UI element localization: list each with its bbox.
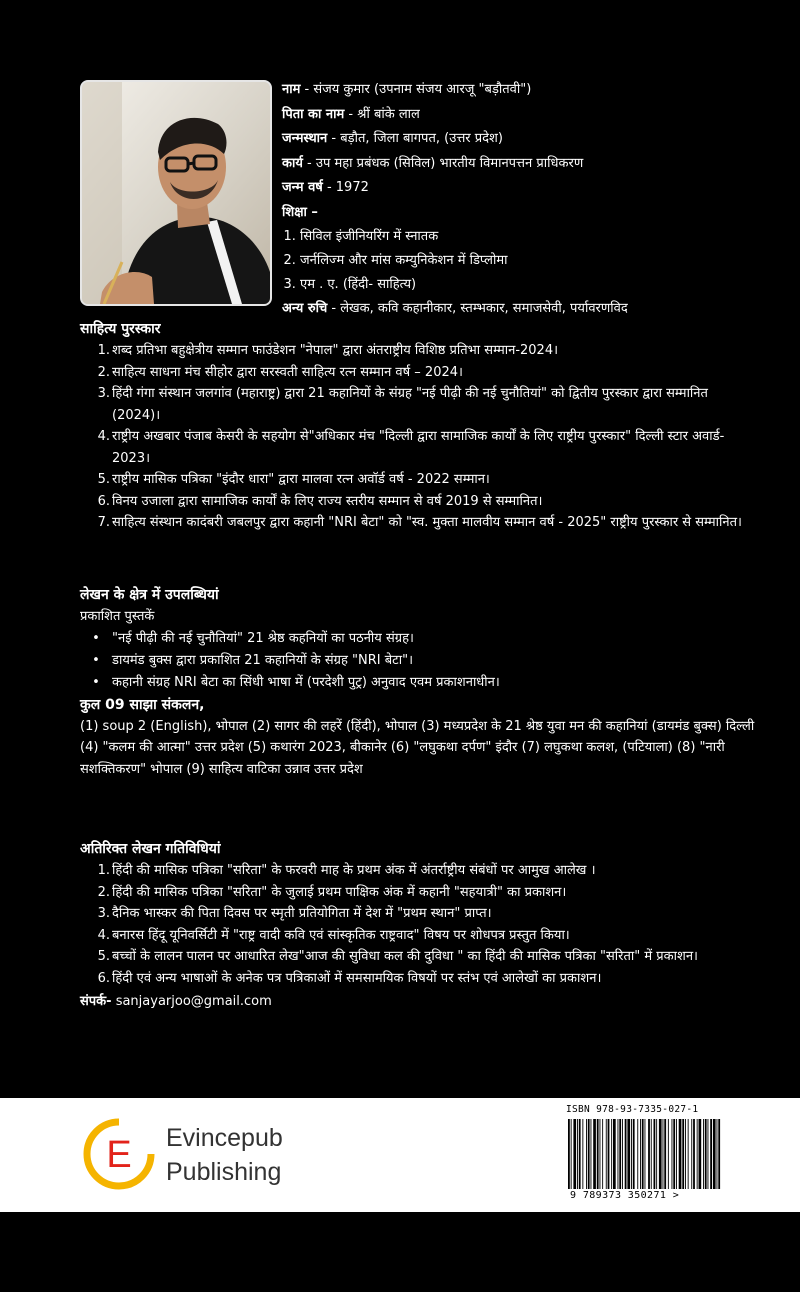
barcode-bar — [718, 1119, 720, 1189]
barcode-bar — [648, 1119, 650, 1189]
barcode-bar — [691, 1119, 692, 1189]
isbn-top-text: ISBN 978-93-7335-027-1 — [566, 1104, 699, 1115]
barcode-bar — [618, 1119, 619, 1189]
achievements-title: लेखन के क्षेत्र में उपलब्धियां — [80, 587, 219, 603]
barcode-bar — [627, 1119, 630, 1189]
education-item: 2. जर्नलिज्म और मांस कम्युनिकेशन में डिप्लोमा — [300, 249, 792, 273]
barcode-bar — [651, 1119, 652, 1189]
award-item — [80, 469, 760, 491]
barcode-bar — [705, 1119, 707, 1189]
barcode-bar — [597, 1119, 599, 1189]
bio-birthyear-row — [282, 176, 792, 201]
barcode-bar — [637, 1119, 638, 1189]
bullet-icon: • — [92, 630, 100, 646]
barcode-bar — [640, 1119, 641, 1189]
barcode-bar — [682, 1119, 684, 1189]
barcode-bar — [685, 1119, 686, 1189]
award-number: 4. — [97, 429, 110, 444]
barcode-bar — [613, 1119, 616, 1189]
award-number: 1. — [97, 343, 110, 358]
birthyear-label: जन्म वर्ष — [282, 180, 323, 195]
award-item — [80, 512, 760, 534]
author-photo — [80, 80, 272, 306]
activity-text: हिंदी की मासिक पत्रिका "सरिता" के जुलाई प्रथम पाक्षिक अंक में कहानी "सहयात्री" का प्रकाशन। — [112, 884, 567, 900]
name-value: - संजय कुमार (उपनाम संजय आरजू "बड़ौतवी") — [300, 82, 532, 97]
activity-text: बच्चों के लालन पालन पर आधारित लेख"आज की सुविधा कल की दुविधा " का हिंदी की मासिक पत्रिका "सरिता" में प्रकाशन। — [112, 949, 698, 964]
activity-number: 6. — [97, 970, 110, 986]
isbn-bottom-text: 9 789373 350271 > — [570, 1190, 680, 1201]
author-photo-illustration — [82, 82, 270, 304]
barcode-bar — [586, 1119, 587, 1189]
award-number: 7. — [97, 515, 110, 530]
contact-label: संपर्क- — [80, 994, 112, 1009]
award-item — [80, 340, 760, 362]
activity-number: 4. — [97, 927, 110, 943]
barcode-bar — [588, 1119, 590, 1189]
awards-list — [80, 340, 760, 534]
award-text: राष्ट्रीय अखबार पंजाब केसरी के सहयोग से"अधिकार मंच "दिल्ली द्वारा सामाजिक कार्यों के लिए राष्ट्रीय पुरस्कार" दिल्ली स्टार अवार्ड- 2023। — [112, 429, 725, 466]
activity-item — [80, 925, 760, 947]
bio-education-row — [282, 201, 792, 226]
barcode-bar — [668, 1119, 669, 1189]
barcode-bar — [622, 1119, 623, 1189]
barcode-bar — [582, 1119, 583, 1189]
achievements-section — [80, 584, 760, 780]
activity-item — [80, 903, 760, 925]
interests-value: - लेखक, कवि कहानीकार, स्तम्भकार, समाजसेवी, पर्यावरणविद — [327, 301, 628, 316]
barcode-bar — [645, 1119, 646, 1189]
activity-text: दैनिक भास्कर की पिता दिवस पर स्मृती प्रतियोगिता में देश में "प्रथम स्थान" प्राप्त। — [112, 906, 492, 921]
barcode-bar — [656, 1119, 657, 1189]
award-text: साहित्य साधना मंच सीहोर द्वारा सरस्वती साहित्य रत्न सम्मान वर्ष – 2024। — [112, 364, 463, 380]
award-text: साहित्य संस्थान कादंबरी जबलपुर द्वारा कहानी "NRI बेटा" को "स्व. मुक्ता मालवीय सम्मान वर्ष - 2025" राष्ट्रीय पुरस्कार से सम्मानित। — [112, 515, 742, 530]
isbn-barcode — [566, 1119, 726, 1189]
award-number: 6. — [97, 493, 110, 509]
book-text: "नई पीढ़ी की नई चुनौतियां" 21 श्रेष्ठ कहनियों का पठनीय संग्रह। — [112, 630, 414, 646]
activity-number: 3. — [97, 906, 110, 921]
activity-number: 2. — [97, 884, 110, 900]
barcode-bar — [573, 1119, 576, 1189]
award-text: शब्द प्रतिभा बहुक्षेत्रीय सम्मान फाउंडेशन "नेपाल" द्वारा अंतराष्ट्रीय विशिष्ठ प्रतिभा सम्मान-2024। — [112, 343, 559, 358]
barcode-bar — [693, 1119, 695, 1189]
book-text: डायमंड बुक्स द्वारा प्रकाशित 21 कहानियों के संग्रह "NRI बेटा"। — [112, 652, 414, 668]
barcode-bar — [717, 1119, 718, 1189]
award-item — [80, 383, 760, 426]
father-label: पिता का नाम — [282, 106, 345, 122]
education-list — [282, 225, 792, 297]
barcode-bar — [710, 1119, 712, 1189]
barcode-bar — [679, 1119, 682, 1189]
activity-text: हिंदी एवं अन्य भाषाओं के अनेक पत्र पत्रिकाओं में समसामयिक विषयों पर स्तंभ एवं आलेखों का प्रकाशन। — [112, 970, 602, 986]
activity-number: 1. — [97, 863, 110, 878]
barcode-bar — [676, 1119, 677, 1189]
award-item — [80, 426, 760, 469]
barcode-bar — [631, 1119, 632, 1189]
barcode-bar — [633, 1119, 635, 1189]
bio-work-row — [282, 152, 792, 177]
barcode-bar — [591, 1119, 592, 1189]
books-list — [80, 628, 760, 694]
barcode-bar — [663, 1119, 664, 1189]
award-text: राष्ट्रीय मासिक पत्रिका "इंदौर धारा" द्वारा मालवा रत्न अवॉर्ड वर्ष - 2022 सम्मान। — [112, 472, 490, 487]
awards-section — [80, 318, 760, 534]
book-item — [80, 650, 760, 672]
birthplace-label: जन्मस्थान — [282, 131, 328, 146]
award-item — [80, 491, 760, 513]
barcode-bar — [664, 1119, 666, 1189]
author-bio — [282, 78, 792, 322]
anthologies-text: (1) soup 2 (English), भोपाल (2) सागर की लहरें (हिंदी), भोपाल (3) मध्यप्रदेश के 21 श्रेष्ठ युवा मन की कहानियां (डायमंड बुक्स) दिल्ली (4) "कलम की आत्मा" उत्तर प्रदेश (5) कथारंग 2023, बीकानेर (6) "लघुकथा दर्पण" इंदौर (7) लघुकथा कलश, (पटियाला) (8) "नारी सशक्तिकरण" भोपाल (9) साहित्य वाटिका उन्नाव उत्तर प्रदेश — [80, 718, 755, 777]
award-item — [80, 362, 760, 384]
award-number: 3. — [97, 386, 110, 401]
activity-item — [80, 968, 760, 990]
barcode-bar — [699, 1119, 702, 1189]
publisher-name-line1: Evincepub — [166, 1124, 283, 1152]
education-label: शिक्षा – — [282, 204, 318, 220]
activity-number: 5. — [97, 949, 110, 964]
book-text: कहानी संग्रह NRI बेटा का सिंधी भाषा में (परदेशी पुट्र) अनुवाद एवम प्रकाशनाधीन। — [112, 674, 500, 690]
barcode-bar — [625, 1119, 627, 1189]
bullet-icon: • — [92, 652, 100, 668]
barcode-bar — [659, 1119, 662, 1189]
education-item: 1. सिविल इंजीनियरिंग में स्नातक — [300, 225, 792, 249]
award-number: 2. — [97, 364, 110, 380]
activity-item — [80, 860, 760, 882]
publisher-logo-icon — [82, 1117, 156, 1191]
barcode-bar — [571, 1119, 572, 1189]
book-item — [80, 672, 760, 694]
bio-birthplace-row — [282, 127, 792, 152]
education-item: 3. एम . ए. (हिंदी- साहित्य) — [300, 273, 792, 297]
barcode-bar — [593, 1119, 596, 1189]
activities-list — [80, 860, 760, 989]
birthplace-value: - बड़ौत, जिला बागपत, (उत्तर प्रदेश) — [327, 131, 503, 146]
bullet-icon: • — [92, 674, 100, 690]
award-number: 5. — [97, 472, 110, 487]
barcode-bar — [608, 1119, 610, 1189]
activity-text: हिंदी की मासिक पत्रिका "सरिता" के फरवरी माह के प्रथम अंक में अंतर्राष्ट्रीय संबंधों पर आमुख आलेख । — [112, 863, 596, 878]
publisher-name-line2: Publishing — [166, 1158, 282, 1186]
father-value: - श्रीं बांके लाल — [344, 106, 420, 122]
barcode-bar — [611, 1119, 612, 1189]
barcode-bar — [602, 1119, 603, 1189]
activity-item — [80, 946, 760, 968]
barcode-bar — [673, 1119, 675, 1189]
work-label: कार्य — [282, 155, 303, 171]
award-text: हिंदी गंगा संस्थान जलगांव (महाराष्ट्र) द्वारा 21 कहानियों के संग्रह "नई पीढ़ी की नई चुनौतियां" को द्वितीय पुरस्कार द्वारा सम्मानित (2024)। — [112, 386, 708, 423]
activity-text: बनारस हिंदू यूनिवर्सिटी में "राष्ट्र वादी कवि एवं सांस्कृतिक राष्ट्रवाद" विषय पर शोधपत्र प्रस्तुत किया। — [112, 927, 570, 943]
award-text: विनय उजाला द्वारा सामाजिक कार्यों के लिए राज्य स्तरीय सम्मान से वर्ष 2019 से सम्मानित। — [112, 493, 543, 509]
publisher-logo-letter: E — [106, 1134, 132, 1176]
interests-label: अन्य रुचि — [282, 301, 328, 316]
books-label: प्रकाशित पुस्तकें — [80, 609, 155, 624]
awards-title: साहित्य पुरस्कार — [80, 321, 161, 337]
name-label: नाम — [282, 82, 301, 97]
bio-father-row — [282, 103, 792, 128]
barcode-bar — [703, 1119, 704, 1189]
contact-email: sanjayarjoo@gmail.com — [111, 994, 272, 1009]
activities-title: अतिरिक्त लेखन गतिविधियां — [80, 841, 221, 857]
anthologies-title: कुल 09 साझा संकलन, — [80, 696, 205, 713]
bio-name-row — [282, 78, 792, 103]
barcode-bar — [713, 1119, 716, 1189]
barcode-bar — [688, 1119, 689, 1189]
book-item — [80, 628, 760, 650]
barcode-bar — [600, 1119, 601, 1189]
birthyear-value: - 1972 — [322, 180, 369, 195]
barcode-bar — [697, 1119, 698, 1189]
work-value: - उप महा प्रबंधक (सिविल) भारतीय विमानपत्तन प्राधिकरण — [302, 155, 584, 171]
barcode-bar — [579, 1119, 581, 1189]
activity-item — [80, 882, 760, 904]
barcode-bar — [577, 1119, 578, 1189]
barcode-bar — [642, 1119, 644, 1189]
barcode-bar — [708, 1119, 709, 1189]
barcode-bar — [619, 1119, 621, 1189]
barcode-bar — [672, 1119, 673, 1189]
barcode-bar — [654, 1119, 656, 1189]
contact-row — [80, 991, 760, 1013]
barcode-bar — [568, 1119, 570, 1189]
barcode-bar — [606, 1119, 607, 1189]
activities-section — [80, 838, 760, 1013]
